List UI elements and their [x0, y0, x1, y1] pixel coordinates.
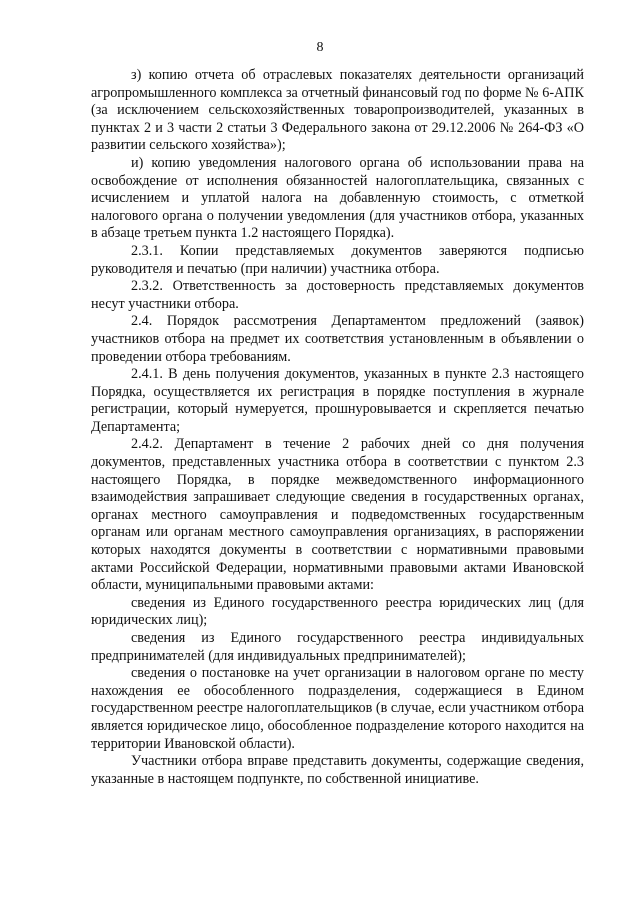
paragraph-2-4-2: 2.4.2. Департамент в течение 2 рабочих дней со дня получения документов, представленных участника отбора в соответствии с пунктом 2.3 настоящего Порядка, в порядке межведомственного информационного взаимодействия запрашивает следующие сведения в государственных органах, органах местного самоуправления и подведомственных государственным органам или органам местного самоуправления организациях, в распоряжении которых находятся документы в соответствии с нормативными правовыми актами Российской Федерации, нормативными правовыми актами Ивановской области, муниципальными правовыми актами:	[91, 436, 584, 594]
paragraph-2-4-1: 2.4.1. В день получения документов, указанных в пункте 2.3 настоящего Порядка, осуществляется их регистрация в порядке поступления в журнале регистрации, который нумеруется, прошнуровывается и скрепляется печатью Департамента;	[91, 366, 584, 435]
paragraph-2-3-2: 2.3.2. Ответственность за достоверность представляемых документов несут участники отбора.	[91, 278, 584, 312]
paragraph-tax-registration: сведения о постановке на учет организации в налоговом органе по месту нахождения ее обособленного подразделения, содержащиеся в Едином государственном реестре налогоплательщиков (в случае, если участником отбора является юридическое лицо, обособленное подразделение которого находится на территории Ивановской области).	[91, 665, 584, 752]
paragraph-legal-entities: сведения из Единого государственного реестра юридических лиц (для юридических лиц);	[91, 594, 584, 629]
paragraph-i: и) копию уведомления налогового органа об использовании права на освобождение от исполнения обязанностей налогоплательщика, связанных с исчислением и уплатой налога на добавленную стоимость, с отметкой налогового органа о получении уведомления (для участников отбора, указанных в абзаце третьем пункта 1.2 настоящего Порядка).	[91, 154, 584, 242]
paragraph-entrepreneurs: сведения из Единого государственного реестра индивидуальных предпринимателей (для индивидуальных предпринимателей);	[91, 630, 584, 664]
paragraph-2-4: 2.4. Порядок рассмотрения Департаментом предложений (заявок) участников отбора на предмет их соответствия установленным в объявлении о проведении отбора требованиям.	[91, 313, 584, 365]
paragraph-own-initiative: Участники отбора вправе представить документы, содержащие сведения, указанные в настоящем подпункте, по собственной инициативе.	[91, 753, 584, 787]
paragraph-2-3-1: 2.3.1. Копии представляемых документов заверяются подписью руководителя и печатью (при наличии) участника отбора.	[91, 242, 584, 277]
paragraph-z: з) копию отчета об отраслевых показателях деятельности организаций агропромышленного комплекса за отчетный финансовый год по форме № 6-АПК (за исключением сельскохозяйственных товаропроизводителей, указанных в пунктах 2 и 3 части 2 статьи 3 Федерального закона от 29.12.2006 № 264-ФЗ «О развитии сельского хозяйства»);	[91, 67, 584, 154]
page-number: 8	[316, 40, 324, 55]
document-body	[91, 67, 584, 788]
